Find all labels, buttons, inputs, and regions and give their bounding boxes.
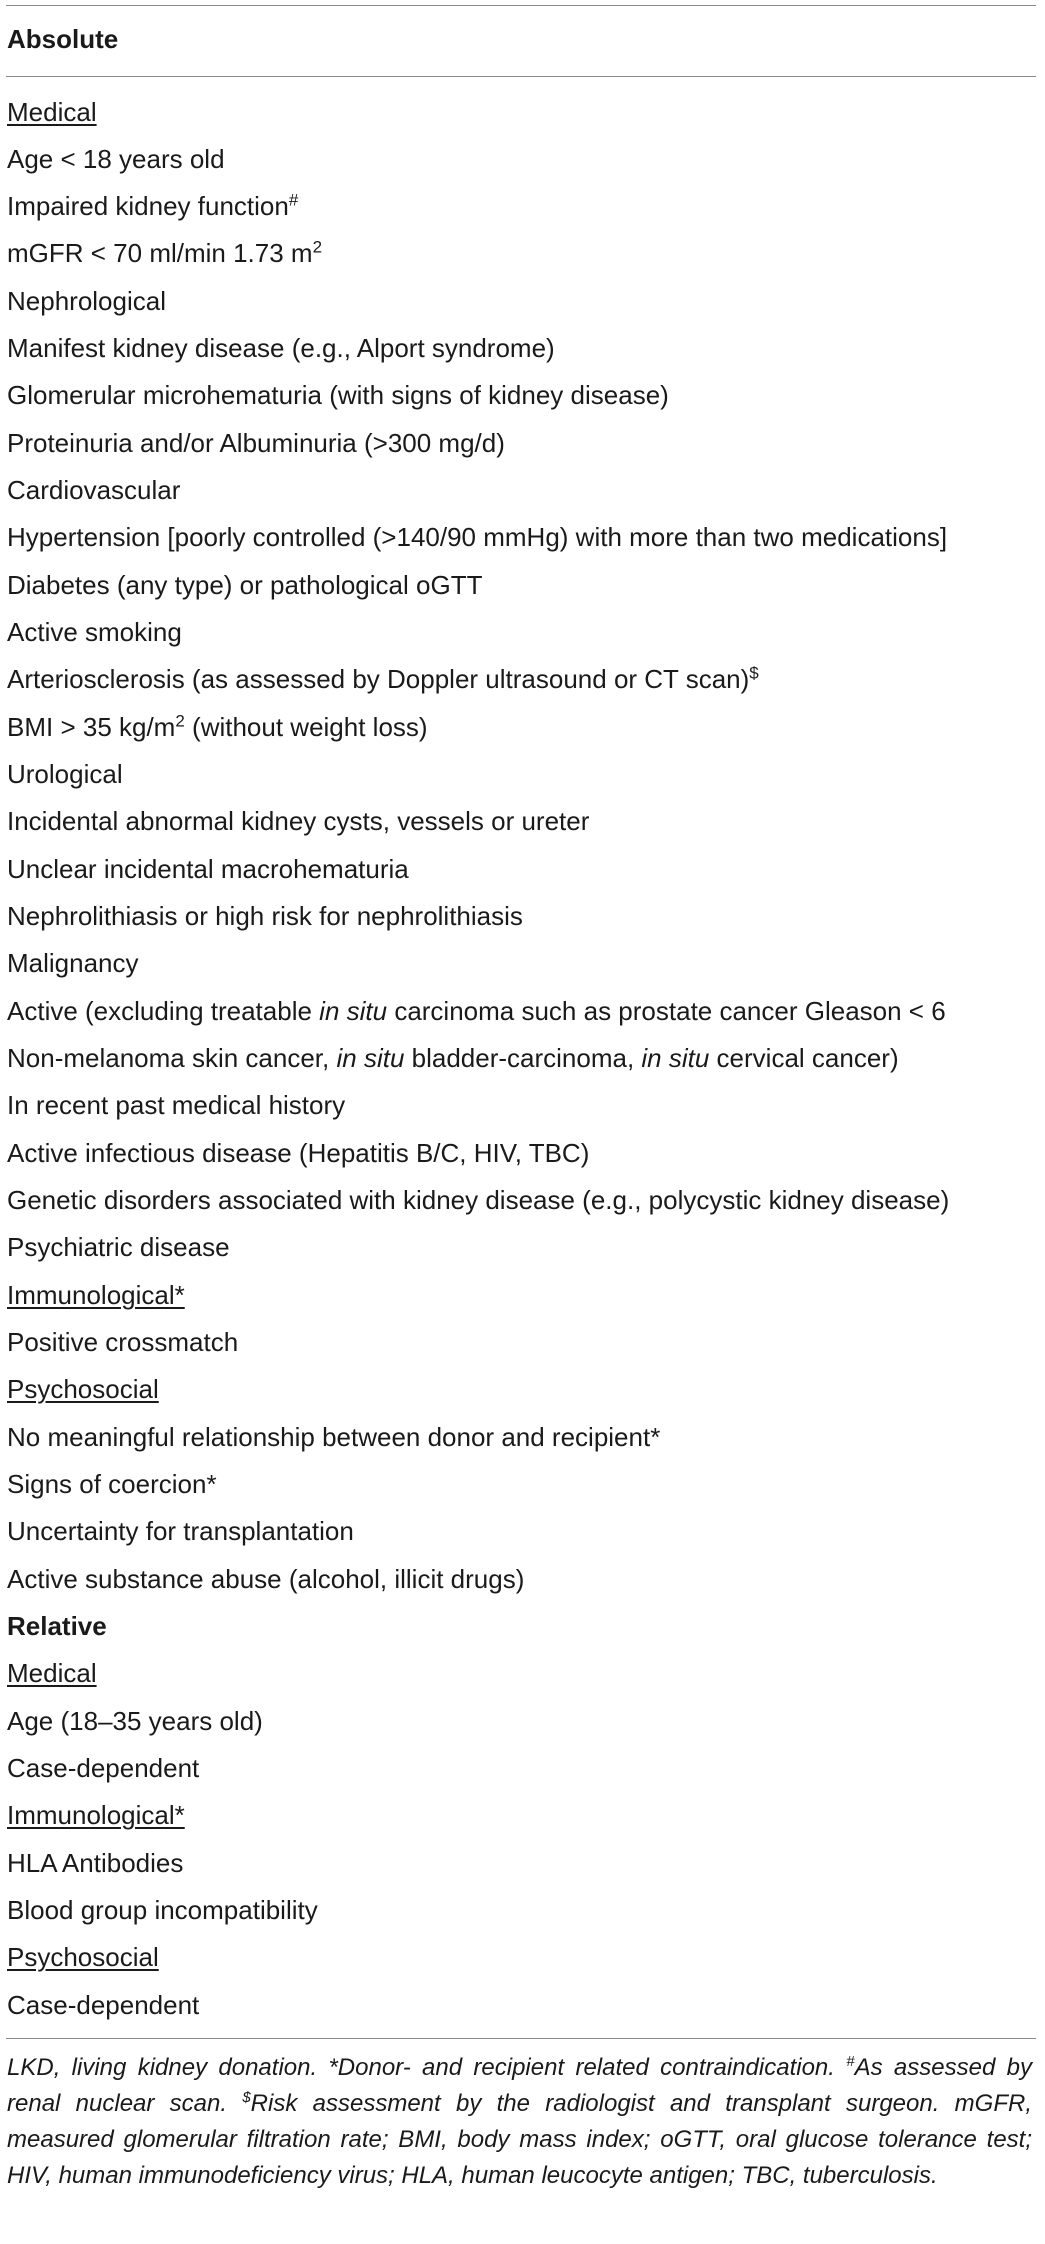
table-row: mGFR < 70 ml/min 1.73 $m^2$ bbox=[7, 237, 323, 268]
table-row: No meaningful relationship between donor and recipient* bbox=[7, 1422, 661, 1452]
table-bottom-rule bbox=[6, 2038, 1036, 2039]
table-row: Active smoking bbox=[7, 617, 182, 647]
table-row: Active infectious disease (Hepatitis B/C, HIV, TBC) bbox=[7, 1138, 590, 1168]
category-cardiovascular: Cardiovascular bbox=[7, 475, 181, 505]
table-row: Arteriosclerosis (as assessed by Doppler ultrasound or CT scan)$ bbox=[7, 663, 759, 694]
table-row: Hypertension [poorly controlled (>140/90 mmHg) with more than two medications] bbox=[7, 522, 948, 552]
table-row: In recent past medical history bbox=[7, 1090, 346, 1120]
table-footnote: LKD, living kidney donation. *Donor- and recipient related contraindication. #As assessed by renal nuclear scan. $Risk assessment by the radiologist and transplant surgeon. mGFR, measured glomerular filtration rate; BMI, body mass index; oGTT, oral glucose tolerance test; HIV, human immunodeficiency virus; HLA, human leucocyte antigen; TBC, tuberculosis. bbox=[7, 2053, 1032, 2189]
table-row: Blood group incompatibility bbox=[7, 1895, 318, 1925]
table-row: Uncertainty for transplantation bbox=[7, 1516, 354, 1546]
subsection-medical: Medical bbox=[7, 97, 97, 127]
category-nephrological: Nephrological bbox=[7, 286, 166, 316]
table-row: Glomerular microhematuria (with signs of kidney disease) bbox=[7, 380, 669, 410]
section-heading-relative: Relative bbox=[7, 1611, 107, 1641]
table-row: Non-melanoma skin cancer, in situ bladder-carcinoma, in situ cervical cancer) bbox=[7, 1043, 899, 1073]
table-row: Case-dependent bbox=[7, 1990, 200, 2020]
category-urological: Urological bbox=[7, 759, 123, 789]
table-row: Proteinuria and/or Albuminuria (>300 mg/d) bbox=[7, 428, 505, 458]
subsection-immunological: Immunological* bbox=[7, 1800, 185, 1830]
subsection-immunological: Immunological* bbox=[7, 1280, 185, 1310]
table-row: Nephrolithiasis or high risk for nephrolithiasis bbox=[7, 901, 523, 931]
table-row: BMI > 35 $kg/m^2$ (without weight loss) bbox=[7, 711, 428, 742]
table-row: Psychiatric disease bbox=[7, 1232, 230, 1262]
table-row: Age < 18 years old bbox=[7, 144, 225, 174]
table-row: Incidental abnormal kidney cysts, vessels or ureter bbox=[7, 806, 590, 836]
table-top-rule bbox=[6, 5, 1036, 6]
header-rule bbox=[6, 76, 1036, 77]
table-row: Signs of coercion* bbox=[7, 1469, 217, 1499]
table-row: Impaired kidney function# bbox=[7, 190, 299, 221]
subsection-medical: Medical bbox=[7, 1658, 97, 1688]
table-row: Manifest kidney disease (e.g., Alport syndrome) bbox=[7, 333, 555, 363]
table-row: Positive crossmatch bbox=[7, 1327, 239, 1357]
table-row: Age (18–35 years old) bbox=[7, 1706, 263, 1736]
table-row: Unclear incidental macrohematuria bbox=[7, 854, 409, 884]
subsection-psychosocial: Psychosocial bbox=[7, 1942, 159, 1972]
table-row: Case-dependent bbox=[7, 1753, 200, 1783]
table-row: Genetic disorders associated with kidney disease (e.g., polycystic kidney disease) bbox=[7, 1185, 950, 1215]
category-malignancy: Malignancy bbox=[7, 948, 139, 978]
table-row: Diabetes (any type) or pathological oGTT bbox=[7, 570, 483, 600]
table-row: Active (excluding treatable in situ carcinoma such as prostate cancer Gleason < 6 bbox=[7, 996, 946, 1026]
section-heading-absolute: Absolute bbox=[7, 24, 119, 54]
subsection-psychosocial: Psychosocial bbox=[7, 1374, 159, 1404]
table-row: HLA Antibodies bbox=[7, 1848, 184, 1878]
table-row: Active substance abuse (alcohol, illicit drugs) bbox=[7, 1564, 525, 1594]
